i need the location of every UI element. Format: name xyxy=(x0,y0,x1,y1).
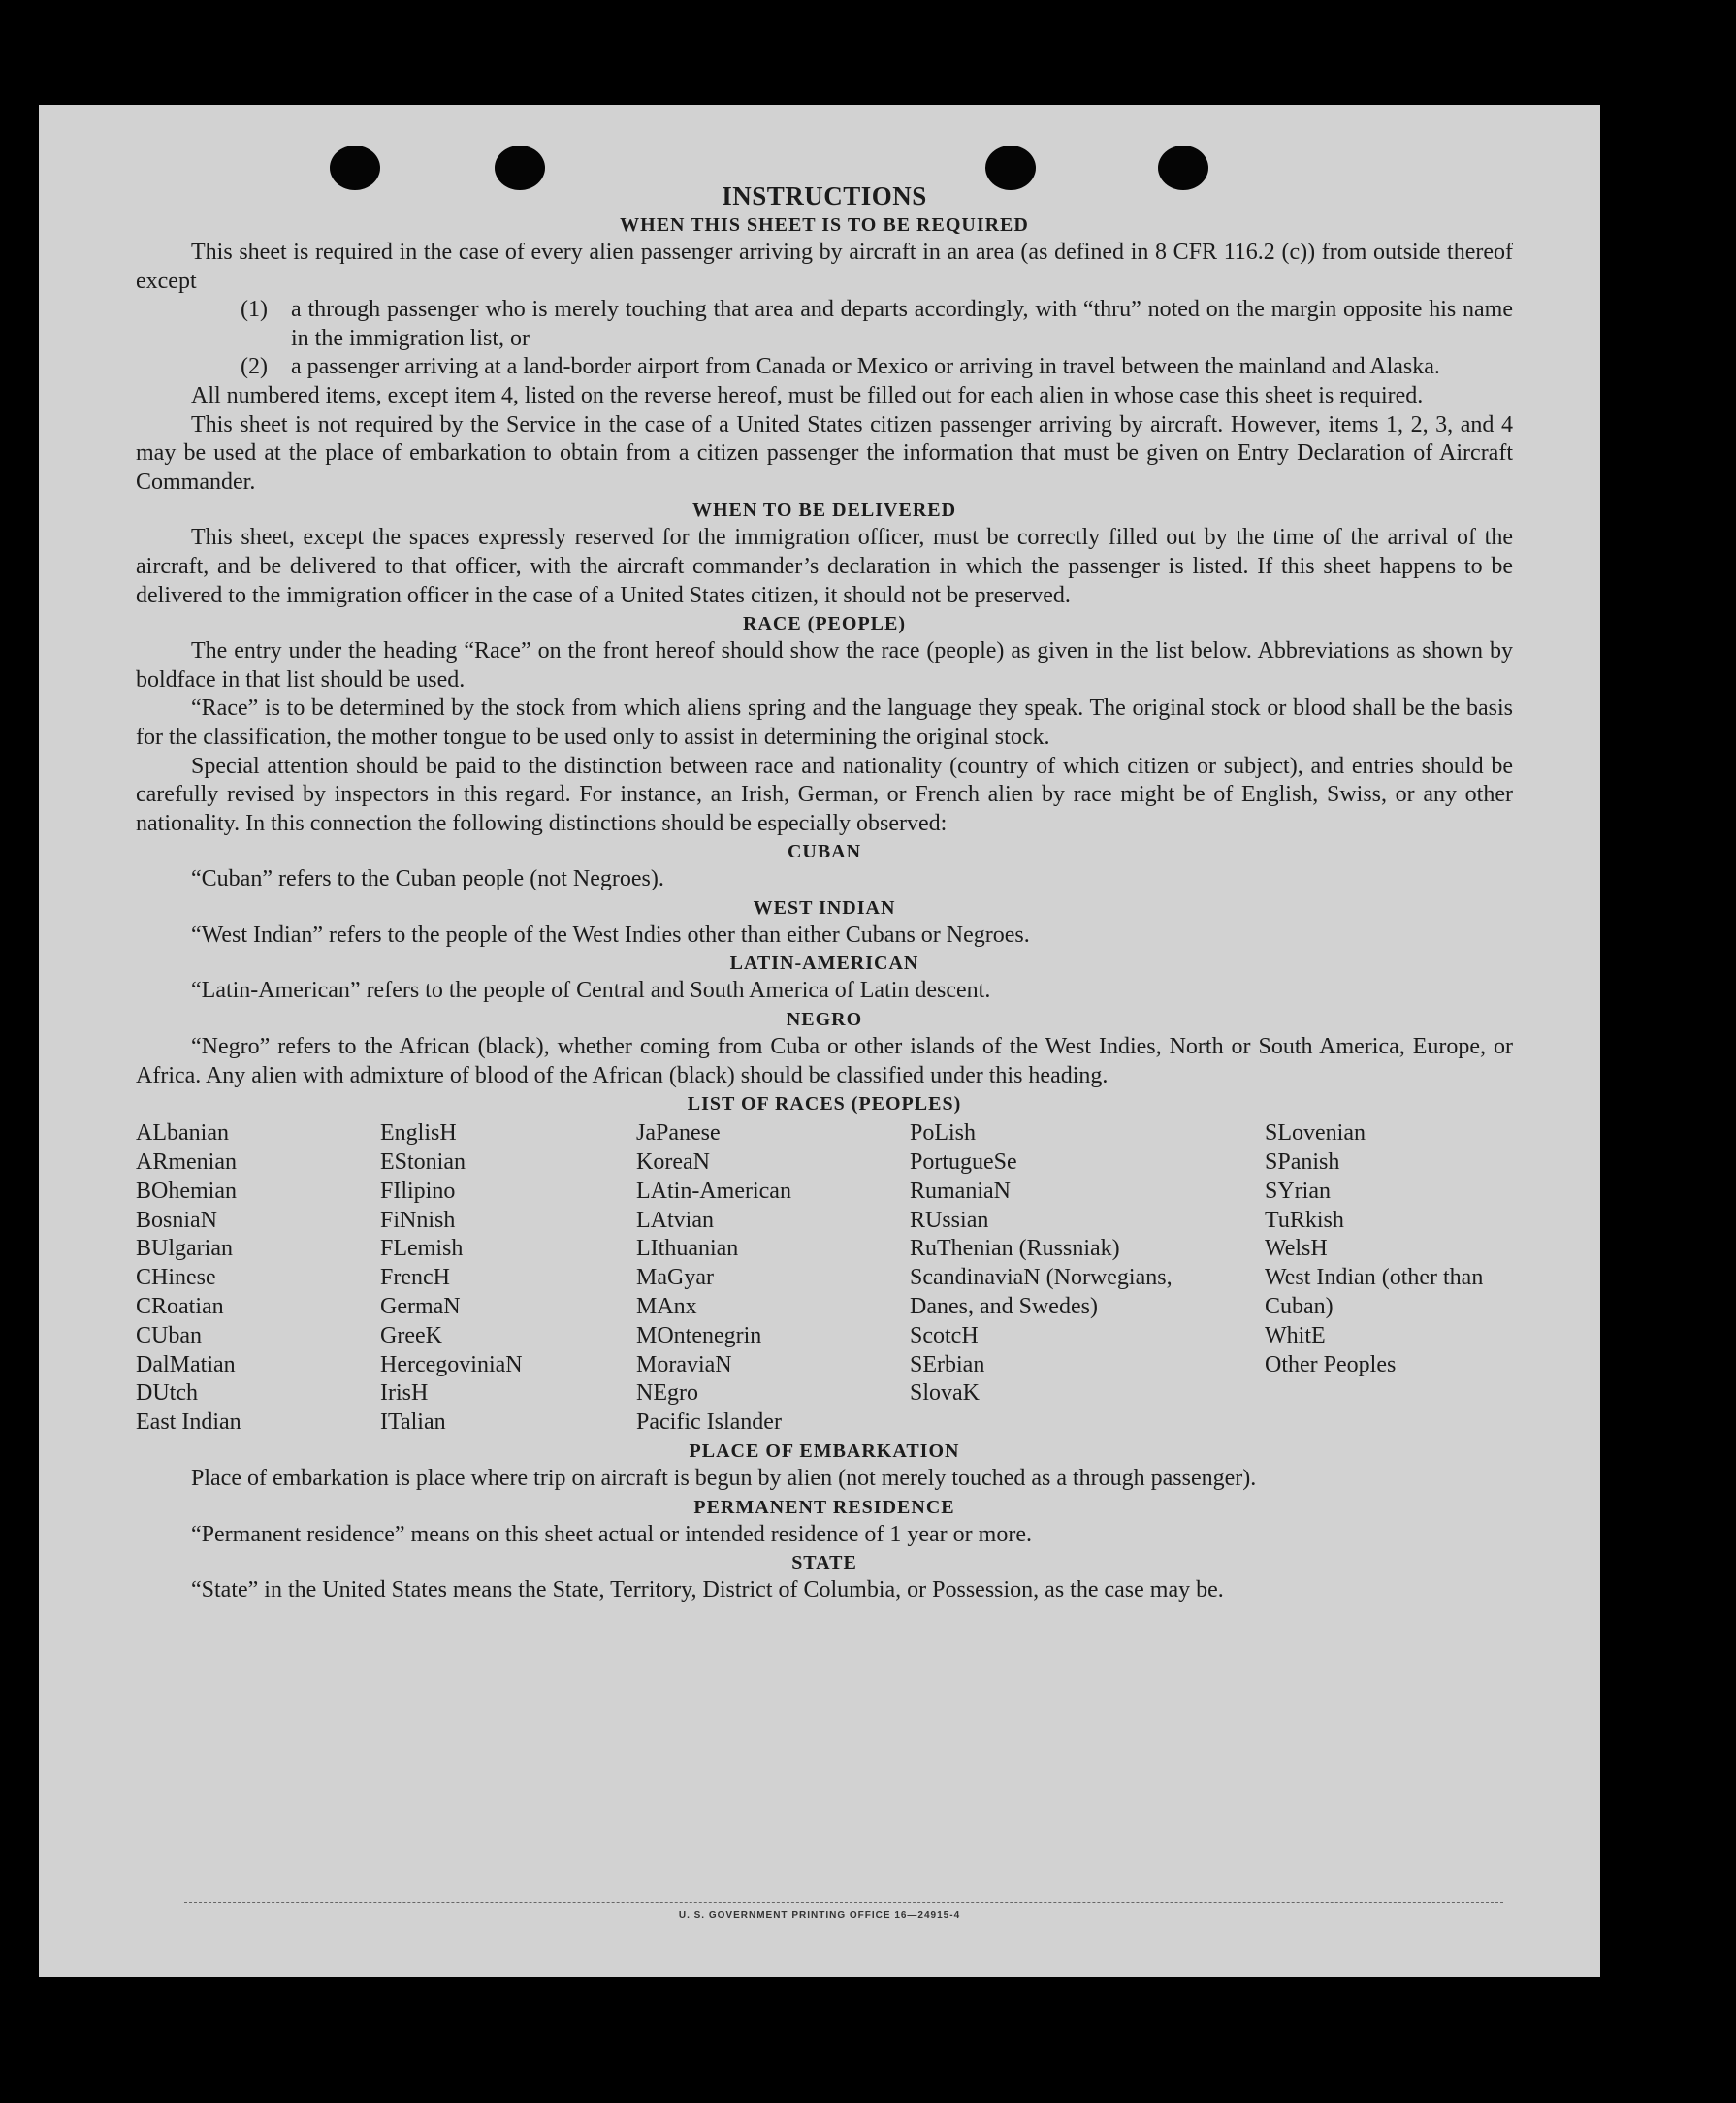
definition-heading: NEGRO xyxy=(786,1009,863,1031)
paragraph: “Race” is to be determined by the stock from which aliens spring and the language they speak. The original stock or blood shall be the basis for the classification, the mother tongue to be used only to assist in determining the original stock. xyxy=(136,696,1513,750)
race-item: Other Peoples xyxy=(1265,1351,1397,1377)
race-column xyxy=(636,1119,910,1438)
paragraph: The entry under the heading “Race” on the front hereof should show the race (people) as given in the list below. Abbreviations as shown by boldface in that list should be used. xyxy=(136,638,1513,693)
race-item: ARmenian xyxy=(136,1149,237,1176)
race-column xyxy=(380,1119,636,1438)
paragraph: “Permanent residence” means on this sheet actual or intended residence of 1 year or more. xyxy=(191,1521,1032,1547)
definition-heading: CUBAN xyxy=(787,841,862,863)
race-item: BosniaN xyxy=(136,1207,217,1233)
race-item: East Indian xyxy=(136,1409,241,1436)
race-item: CUban xyxy=(136,1322,202,1348)
race-item: DalMatian xyxy=(136,1351,236,1377)
definition-text: “Negro” refers to the African (black), whether coming from Cuba or other islands of the West Indies, North or South America, Europe, or Africa. Any alien with admixture of blood of the African (black) should be classified under this heading. xyxy=(136,1034,1513,1088)
race-item: GreeK xyxy=(380,1322,442,1348)
race-item: ScotcH xyxy=(910,1322,979,1348)
race-item: Pacific Islander xyxy=(636,1409,782,1436)
race-item: DUtch xyxy=(136,1380,198,1407)
instructions-content xyxy=(136,180,1513,1605)
race-item: CRoatian xyxy=(136,1294,224,1320)
paragraph: This sheet is not required by the Service in the case of a United States citizen passenger arriving by aircraft. However, items 1, 2, 3, and 4 may be used at the place of embarkation to obtain from a citizen passenger the information that must be given on Entry Declaration of Aircraft Commander. xyxy=(136,411,1513,495)
race-item: FLemish xyxy=(380,1236,464,1262)
race-item: MoraviaN xyxy=(636,1351,732,1377)
race-item: KoreaN xyxy=(636,1149,710,1176)
race-item: MOntenegrin xyxy=(636,1322,762,1348)
race-item: ITalian xyxy=(380,1409,446,1436)
race-item: WelsH xyxy=(1265,1236,1328,1262)
race-item: BUlgarian xyxy=(136,1236,233,1262)
definition-heading: WEST INDIAN xyxy=(753,896,896,919)
race-item: LAtvian xyxy=(636,1207,714,1233)
race-item: RUssian xyxy=(910,1207,989,1233)
race-item: SLovenian xyxy=(1265,1120,1366,1147)
race-item: HercegoviniaN xyxy=(380,1351,523,1377)
race-item: WhitE xyxy=(1265,1322,1326,1348)
race-item: ScandinaviaN (Norwegians, Danes, and Swedes) xyxy=(910,1265,1173,1320)
definition-heading: LATIN-AMERICAN xyxy=(729,953,919,975)
exception-item: (1) a through passenger who is merely touching that area and departs accordingly, with “thru” noted on the margin opposite his name in the immigration list, or xyxy=(241,297,1513,351)
race-item: EStonian xyxy=(380,1149,466,1176)
race-item: SlovaK xyxy=(910,1380,980,1407)
races-heading: LIST OF RACES (PEOPLES) xyxy=(687,1093,962,1116)
race-item: FrencH xyxy=(380,1265,450,1291)
race-item: SErbian xyxy=(910,1351,985,1377)
race-item: JaPanese xyxy=(636,1120,721,1147)
section-heading: PERMANENT RESIDENCE xyxy=(693,1496,955,1518)
page-title: INSTRUCTIONS xyxy=(722,181,927,210)
printer-imprint: U. S. GOVERNMENT PRINTING OFFICE 16—24915-4 xyxy=(39,1910,1600,1921)
race-item: West Indian (other than Cuban) xyxy=(1265,1265,1484,1320)
race-item: BOhemian xyxy=(136,1178,237,1204)
paragraph: All numbered items, except item 4, listed on the reverse hereof, must be filled out for each alien in whose case this sheet is required. xyxy=(191,382,1424,408)
race-item: RumaniaN xyxy=(910,1178,1011,1204)
race-item: NEgro xyxy=(636,1380,698,1407)
paragraph: Place of embarkation is place where trip on aircraft is begun by alien (not merely touched as a through passenger). xyxy=(191,1466,1257,1492)
section-heading: WHEN THIS SHEET IS TO BE REQUIRED xyxy=(620,214,1029,236)
section-heading: RACE (PEOPLE) xyxy=(743,613,906,635)
race-item: MaGyar xyxy=(636,1265,714,1291)
race-item: IrisH xyxy=(380,1380,429,1407)
race-column xyxy=(136,1119,380,1438)
definition-text: “West Indian” refers to the people of the West Indies other than either Cubans or Negroes. xyxy=(191,922,1030,948)
race-column xyxy=(910,1119,1265,1438)
race-item: FiNnish xyxy=(380,1207,456,1233)
race-item: FIlipino xyxy=(380,1178,456,1204)
race-item: MAnx xyxy=(636,1294,697,1320)
race-item: LAtin-American xyxy=(636,1178,791,1204)
race-item: SYrian xyxy=(1265,1178,1331,1204)
definition-text: “Latin-American” refers to the people of Central and South America of Latin descent. xyxy=(191,978,991,1004)
race-item: PoLish xyxy=(910,1120,977,1147)
document-sheet xyxy=(39,105,1600,1977)
race-item: SPanish xyxy=(1265,1149,1340,1176)
race-item: RuThenian (Russniak) xyxy=(910,1236,1120,1262)
race-item: EnglisH xyxy=(380,1120,457,1147)
race-list xyxy=(136,1119,1513,1438)
section-heading: PLACE OF EMBARKATION xyxy=(689,1440,960,1463)
race-item: CHinese xyxy=(136,1265,216,1291)
section-heading: WHEN TO BE DELIVERED xyxy=(691,500,957,522)
paragraph: This sheet, except the spaces expressly reserved for the immigration officer, must be correctly filled out by the time of the arrival of the aircraft, and be delivered to that officer, with the aircraft commander’s declaration in which the passenger is listed. If this sheet happens to be delivered to the immigration officer in the case of a United States citizen, it should not be preserved. xyxy=(136,525,1513,608)
section-heading: STATE xyxy=(791,1552,857,1574)
race-item: PortugueSe xyxy=(910,1149,1017,1176)
paragraph: “State” in the United States means the State, Territory, District of Columbia, or Possession, as the case may be. xyxy=(191,1577,1224,1603)
race-item: TuRkish xyxy=(1265,1207,1344,1233)
race-column xyxy=(1265,1119,1513,1438)
race-item: GermaN xyxy=(380,1294,461,1320)
exception-item: (2) a passenger arriving at a land-border airport from Canada or Mexico or arriving in travel between the mainland and Alaska. xyxy=(241,354,1440,380)
paragraph: This sheet is required in the case of every alien passenger arriving by aircraft in an area (as defined in 8 CFR 116.2 (c)) from outside thereof except xyxy=(136,240,1513,294)
race-item: LIthuanian xyxy=(636,1236,739,1262)
race-item: ALbanian xyxy=(136,1120,229,1147)
paragraph: Special attention should be paid to the distinction between race and nationality (country of which citizen or subject), and entries should be carefully revised by inspectors in this regard. For instance, an Irish, German, or French alien by race might be of English, Swiss, or any other nationality. In this connection the following distinctions should be especially observed: xyxy=(136,753,1513,836)
definition-text: “Cuban” refers to the Cuban people (not Negroes). xyxy=(191,866,664,892)
